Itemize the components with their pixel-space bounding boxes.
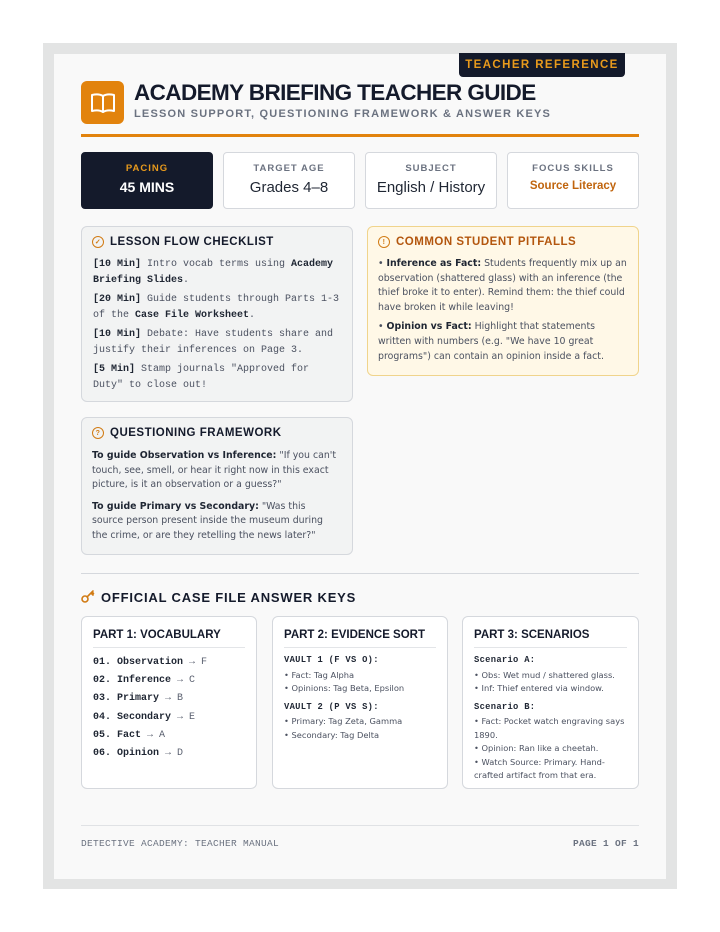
footer-page-number: PAGE 1 OF 1	[572, 838, 639, 849]
vocab-answer: → A	[141, 729, 166, 741]
vocab-term: 02. Inference	[93, 675, 172, 687]
pitfalls-list	[378, 257, 628, 364]
header-divider	[81, 134, 639, 137]
vault1-heading: VAULT 1 (F VS O):	[284, 655, 379, 665]
stat-focus-skills	[507, 152, 639, 209]
list-item: • Fact: Tag Alpha	[284, 669, 355, 680]
item-emphasis: Academy Briefing Slides	[93, 259, 334, 286]
part2-title: PART 2: EVIDENCE SORT	[284, 629, 425, 641]
stat-label: PACING	[125, 163, 169, 174]
vocab-term: 01. Observation	[93, 657, 184, 668]
questioning-list	[92, 449, 338, 544]
vocab-answer: → B	[159, 693, 184, 705]
teacher-reference-tab: TEACHER REFERENCE	[459, 53, 625, 77]
list-item: • Inf: Thief entered via window.	[474, 683, 604, 693]
item-text: .	[183, 274, 190, 286]
stat-value: Grades 4–8	[249, 179, 329, 196]
pitfall-term: Opinion vs Fact:	[386, 321, 472, 333]
list-item: • Obs: Wet mud / shattered glass.	[474, 669, 615, 680]
list-item: • Watch Source: Primary. Hand-crafted artifact from that era.	[474, 756, 605, 780]
checklist-icon: ✓	[92, 236, 104, 248]
stat-value: 45 MINS	[119, 179, 175, 195]
vocab-answer: → F	[183, 657, 208, 668]
vault2-heading: VAULT 2 (P VS S):	[284, 701, 379, 712]
list-item	[92, 449, 338, 493]
stat-label: FOCUS SKILLS	[532, 163, 614, 174]
question-icon: ?	[92, 427, 104, 439]
stat-label: SUBJECT	[405, 163, 457, 174]
part1-card	[81, 616, 257, 789]
part2-card	[272, 616, 448, 789]
list-item	[93, 672, 207, 690]
bullet: •	[378, 258, 387, 269]
evidence-sort-list	[284, 654, 439, 742]
item-text: Stamp journals "Approved for Duty" to close out!	[93, 364, 310, 391]
card-rule	[93, 647, 245, 648]
stat-value: Source Literacy	[529, 180, 617, 192]
stat-value: English / History	[376, 179, 486, 196]
key-icon	[81, 589, 95, 606]
pitfall-text: Highlight that statements written with numbers (e.g. "We have 10 great programs") can contain an opinion inside a fact.	[378, 321, 604, 362]
question-text: "Was this source person present inside the museum during the crime, or are they retelling the news later?"	[92, 500, 323, 541]
list-item	[93, 362, 343, 393]
page-subtitle: LESSON SUPPORT, QUESTIONING FRAMEWORK & ANSWER KEYS	[134, 108, 552, 120]
pitfalls-card	[367, 226, 639, 376]
list-item	[93, 327, 343, 358]
list-item	[93, 709, 207, 727]
vocab-term: 05. Fact	[93, 729, 142, 741]
scenario-b-heading: Scenario B:	[474, 701, 536, 712]
question-term: To guide Observation vs Inference:	[92, 450, 277, 461]
card-title	[92, 236, 274, 248]
open-book-icon	[81, 81, 124, 124]
list-item: • Opinions: Tag Beta, Epsilon	[284, 683, 405, 693]
pitfalls-title: COMMON STUDENT PITFALLS	[396, 236, 577, 248]
lesson-flow-title: LESSON FLOW CHECKLIST	[110, 236, 274, 248]
vocab-answer: → E	[171, 711, 196, 723]
part3-title: PART 3: SCENARIOS	[474, 629, 590, 641]
part3-card	[462, 616, 639, 789]
list-item	[93, 654, 207, 672]
list-item	[92, 500, 338, 544]
item-time: [5 Min]	[93, 364, 136, 375]
list-item: • Fact: Pocket watch engraving says 1890.	[474, 716, 625, 740]
pitfall-term: Inference as Fact:	[386, 258, 482, 269]
vocab-answer: → D	[159, 748, 184, 760]
card-title	[92, 427, 282, 439]
questioning-title: QUESTIONING FRAMEWORK	[110, 427, 282, 439]
item-text: Intro vocab terms using	[141, 259, 292, 270]
bullet: •	[378, 321, 387, 333]
stat-label: TARGET AGE	[253, 163, 325, 174]
question-text: "If you can't touch, see, smell, or hear it right now in this exact picture, is it an observation or a guess?"	[92, 450, 337, 491]
question-term: To guide Primary vs Secondary:	[92, 500, 259, 512]
list-item	[93, 745, 207, 763]
vocab-term: 03. Primary	[93, 693, 160, 705]
card-rule	[474, 647, 627, 648]
list-item: • Primary: Tag Zeta, Gamma	[284, 716, 403, 726]
list-item	[93, 690, 207, 708]
item-time: [20 Min]	[93, 294, 142, 305]
section-divider	[81, 573, 639, 574]
item-time: [10 Min]	[93, 329, 142, 340]
list-item: • Opinion: Ran like a cheetah.	[474, 743, 599, 753]
stat-target-age	[223, 152, 355, 209]
lesson-flow-card	[81, 226, 353, 402]
item-emphasis: Case File Worksheet	[135, 309, 250, 321]
scenarios-list	[474, 654, 630, 783]
card-rule	[284, 647, 436, 648]
item-text: .	[249, 309, 256, 321]
item-text: Debate: Have students share and justify their inferences on Page 3.	[93, 329, 334, 356]
questioning-card	[81, 417, 353, 555]
list-item	[93, 257, 343, 288]
pitfall-text: Students frequently mix up an observation (shattered glass) with an inference (the thief broke it to enter). Remind them: the thief could have broken it while leaving!	[378, 258, 627, 313]
stat-pacing	[81, 152, 213, 209]
vocab-term: 04. Secondary	[93, 711, 172, 723]
page-title: ACADEMY BRIEFING TEACHER GUIDE	[134, 80, 536, 105]
answer-keys-heading	[81, 589, 356, 606]
item-text: Guide students through Parts 1-3 of the	[93, 294, 340, 321]
vocab-answer: → C	[171, 675, 196, 687]
list-item	[93, 292, 343, 323]
part1-title: PART 1: VOCABULARY	[93, 629, 221, 641]
footer-manual-title: DETECTIVE ACADEMY: TEACHER MANUAL	[81, 838, 280, 849]
answer-keys-title: OFFICIAL CASE FILE ANSWER KEYS	[101, 590, 357, 605]
scenario-a-heading: Scenario A:	[474, 655, 536, 665]
list-item: • Secondary: Tag Delta	[284, 729, 380, 740]
vocab-list	[93, 654, 207, 763]
footer-divider	[81, 825, 639, 826]
stat-subject	[365, 152, 497, 209]
list-item	[378, 257, 628, 315]
list-item	[378, 320, 628, 364]
vocab-term: 06. Opinion	[93, 748, 160, 760]
item-time: [10 Min]	[93, 259, 142, 270]
alert-icon: !	[378, 236, 390, 248]
card-title	[378, 236, 576, 248]
lesson-flow-list	[93, 257, 343, 397]
list-item	[93, 727, 207, 745]
